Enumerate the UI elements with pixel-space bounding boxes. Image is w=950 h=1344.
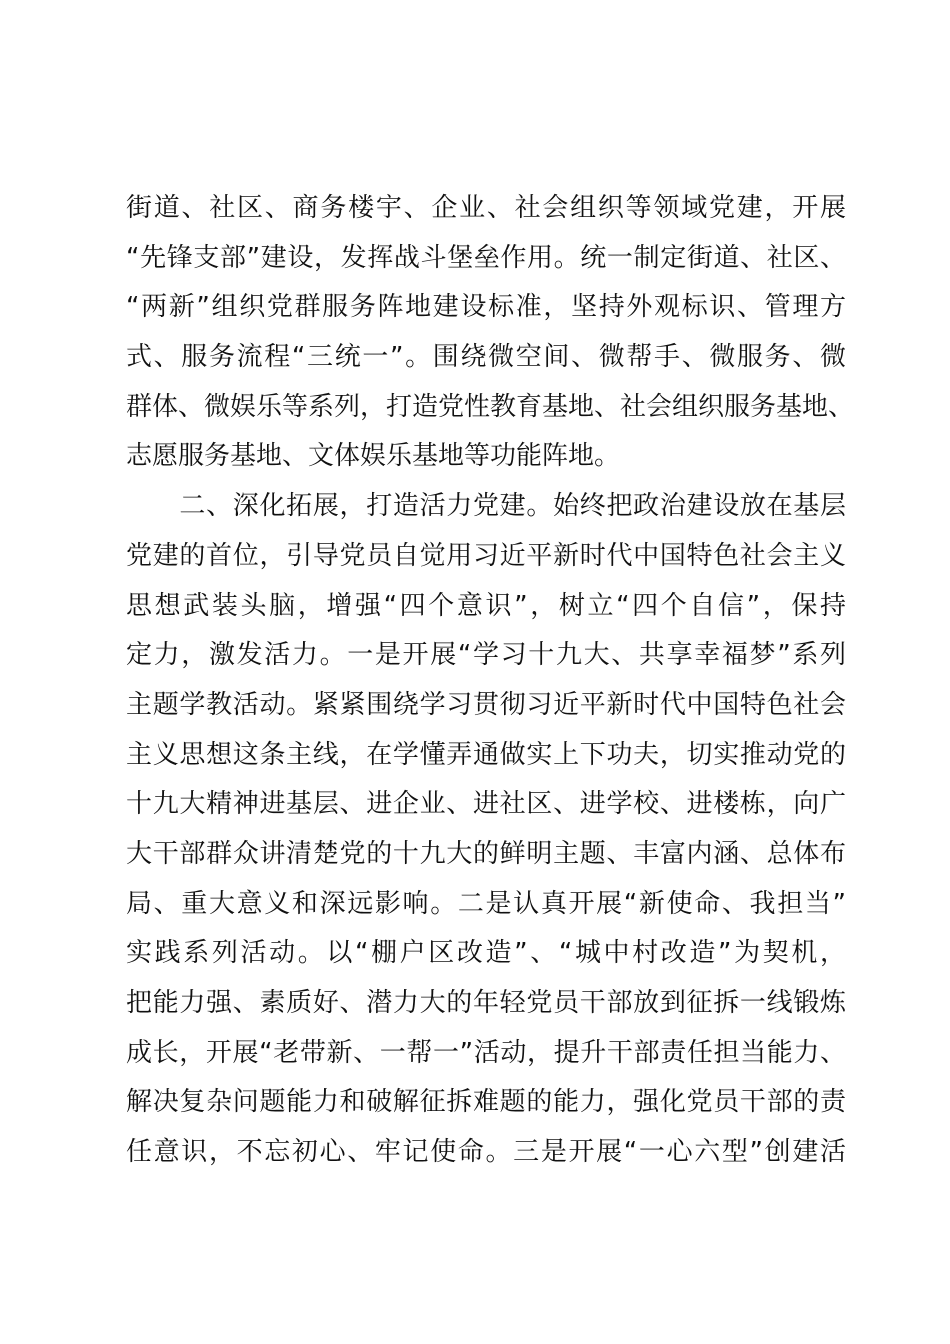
text-line: 任意识，不忘初心、牢记使命。三是开展“一心六型”创建活 (126, 1137, 846, 1168)
text-line: 式、服务流程“三统一”。围绕微空间、微帮手、微服务、微 (126, 342, 846, 373)
paragraph-end-line: 志愿服务基地、文体娱乐基地等功能阵地。 (126, 441, 621, 472)
text-line: “两新”组织党群服务阵地建设标准，坚持外观标识、管理方 (126, 292, 846, 323)
text-line: 实践系列活动。以“棚户区改造”、“城中村改造”为契机， (126, 938, 846, 969)
text-line: 成长，开展“老带新、一帮一”活动，提升干部责任担当能力、 (126, 1037, 846, 1068)
text-line: 主义思想这条主线，在学懂弄通做实上下功夫，切实推动党的 (126, 739, 846, 770)
text-line: 群体、微娱乐等系列，打造党性教育基地、社会组织服务基地、 (126, 391, 855, 422)
text-line: 解决复杂问题能力和破解征拆难题的能力，强化党员干部的责 (126, 1087, 846, 1118)
text-line: 街道、社区、商务楼宇、企业、社会组织等领域党建，开展 (126, 193, 846, 223)
text-line: “先锋支部”建设，发挥战斗堡垒作用。统一制定街道、社区、 (126, 242, 846, 273)
document-body (126, 184, 855, 1178)
text-line: 党建的首位，引导党员自觉用习近平新时代中国特色社会主义 (126, 540, 846, 571)
text-line: 局、重大意义和深远影响。二是认真开展“新使命、我担当” (126, 888, 846, 919)
text-line: 十九大精神进基层、进企业、进社区、进学校、进楼栋，向广 (126, 789, 846, 820)
text-line: 大干部群众讲清楚党的十九大的鲜明主题、丰富内涵、总体布 (126, 838, 846, 869)
text-line: 主题学教活动。紧紧围绕学习贯彻习近平新时代中国特色社会 (126, 689, 846, 720)
section-heading-line: 二、深化拓展，打造活力党建。始终把政治建设放在基层 (126, 491, 846, 522)
text-line: 思想武装头脑，增强“四个意识”，树立“四个自信”，保持 (126, 590, 846, 621)
text-line: 把能力强、素质好、潜力大的年轻党员干部放到征拆一线锻炼 (126, 988, 846, 1018)
text-line: 定力，激发活力。一是开展“学习十九大、共享幸福梦”系列 (126, 640, 846, 671)
